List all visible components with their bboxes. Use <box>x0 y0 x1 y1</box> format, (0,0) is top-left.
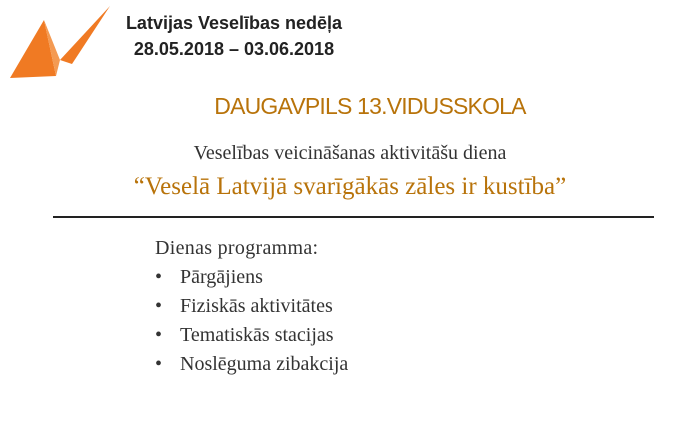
list-item <box>155 350 348 379</box>
bullet-icon: • <box>155 295 163 317</box>
bullet-icon: • <box>155 266 163 288</box>
school-name: DAUGAVPILS 13.VIDUSSKOLA <box>214 93 526 119</box>
list-item <box>155 321 348 350</box>
divider <box>53 216 654 218</box>
event-title: Latvijas Veselības nedēļa <box>125 13 343 33</box>
list-item <box>155 263 348 292</box>
bullet-icon: • <box>155 324 163 346</box>
orange-triangle-logo-icon <box>8 4 116 80</box>
list-item <box>155 292 348 321</box>
program-item-label: Fiziskās aktivitātes <box>180 295 333 317</box>
program-heading: Dienas programma: <box>155 237 319 259</box>
event-subtitle: Veselības veicināšanas aktivitāšu diena <box>193 142 507 164</box>
program-list <box>155 263 348 379</box>
day-program <box>155 234 348 379</box>
event-dates: 28.05.2018 – 03.06.2018 <box>133 39 335 59</box>
bullet-icon: • <box>155 353 163 375</box>
event-motto: “Veselā Latvijā svarīgākās zāles ir kustība” <box>133 173 567 200</box>
program-item-label: Pārgājiens <box>180 266 263 288</box>
program-item-label: Tematiskās stacijas <box>180 324 334 346</box>
program-item-label: Noslēguma zibakcija <box>180 353 349 375</box>
